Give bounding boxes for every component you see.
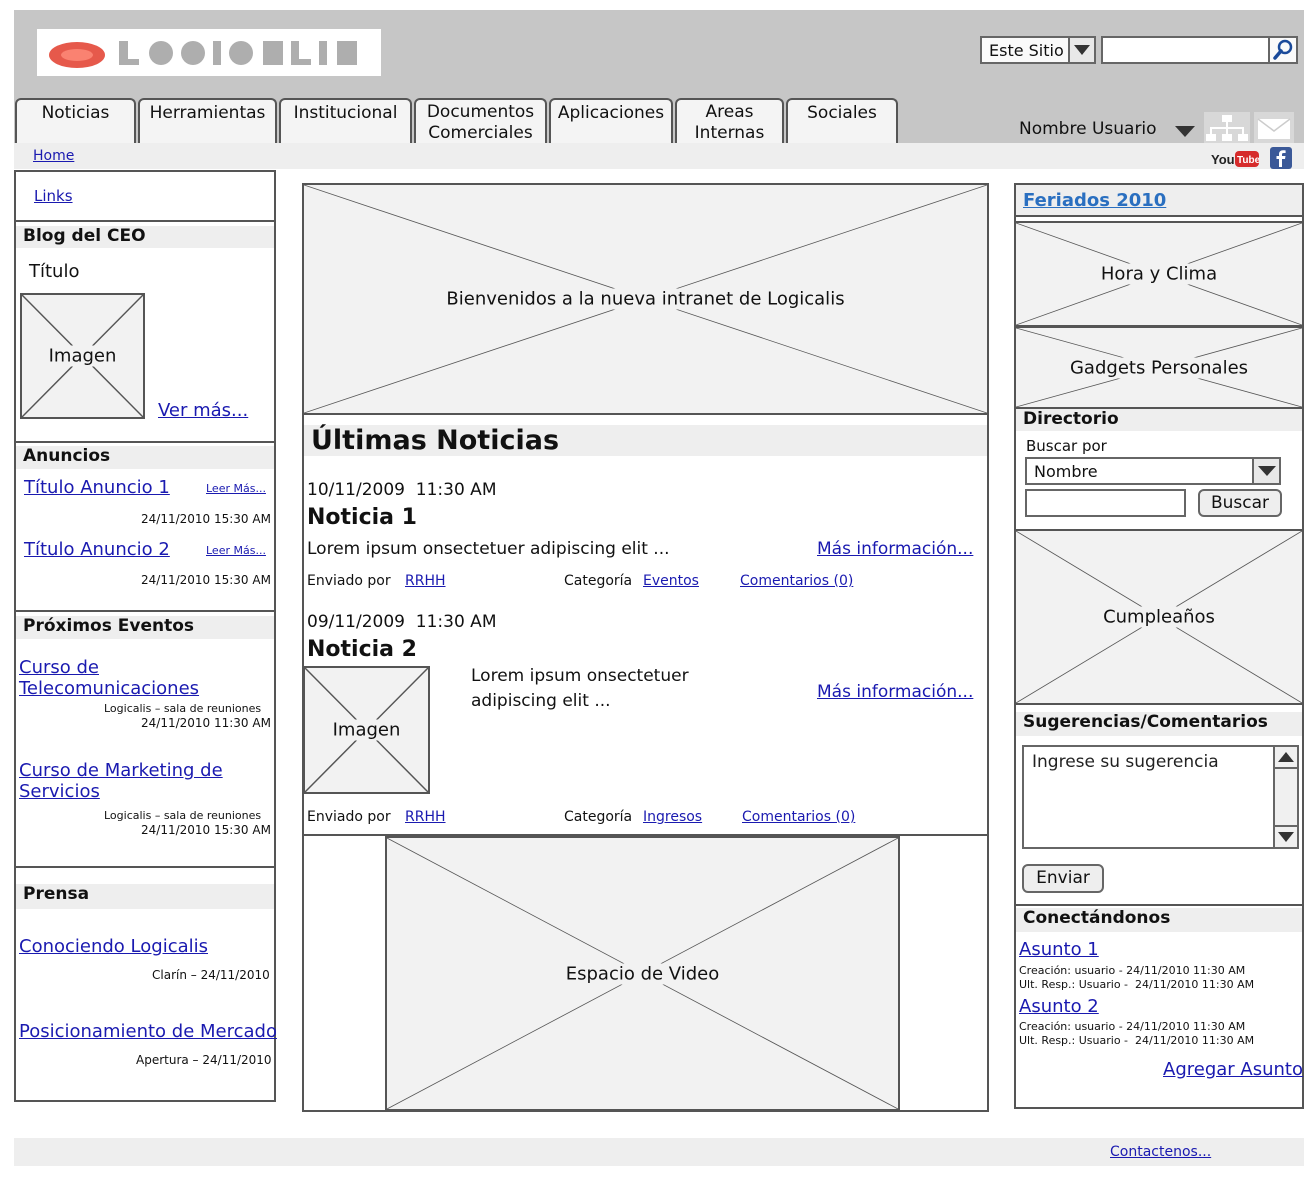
sitemap-button[interactable] [1204,112,1250,144]
chevron-down-icon [1252,459,1279,483]
press-section-title: Prensa [16,884,274,909]
holidays-link[interactable]: Feriados 2010 [1023,190,1167,211]
divider [14,610,276,612]
news-comments-link[interactable]: Comentarios (0) [742,809,856,825]
scroll-up-icon[interactable] [1275,747,1297,769]
svg-text:You: You [1211,152,1235,167]
blog-section-title: Blog del CEO [16,226,274,248]
suggestion-placeholder: Ingrese su sugerencia [1032,752,1219,772]
news-section-title: Últimas Noticias [304,425,987,456]
tab-areas-internas[interactable] [675,98,784,143]
tab-documentos-comerciales[interactable] [414,98,547,143]
search-input[interactable] [1101,36,1270,64]
tab-label: Noticias [41,103,110,123]
news-summary: Lorem ipsum onsectetuer adipiscing elit ... [307,539,670,559]
chevron-down-icon [1068,38,1094,62]
event-title[interactable]: Curso de Telecomunicaciones [19,657,200,699]
tab-label: Sociales [807,103,877,123]
divider [14,441,276,443]
tab-institucional[interactable] [279,98,412,143]
search-scope-value: Este Sitio [989,41,1064,60]
news-comments-link[interactable]: Comentarios (0) [740,573,854,589]
directory-search-button[interactable]: Buscar [1198,489,1282,517]
announcement-read-more[interactable]: Leer Más... [206,482,266,495]
chevron-down-icon[interactable] [1175,126,1195,137]
connect-created: Creación: usuario - 24/11/2010 11:30 AM [1019,1020,1246,1033]
connect-section-title: Conectándonos [1016,908,1302,932]
news-category-link[interactable]: Ingresos [643,809,703,825]
news-category-link[interactable]: Eventos [643,573,699,589]
tab-sociales[interactable] [786,98,898,143]
divider [1014,904,1304,906]
news-more-link[interactable]: Más información... [817,682,974,702]
logo [37,29,381,76]
announcement-date: 24/11/2010 15:30 AM [141,512,271,526]
announcement-date: 24/11/2010 15:30 AM [141,573,271,587]
event-date: 24/11/2010 11:30 AM [141,716,271,730]
weather-label: Hora y Clima [1097,264,1221,285]
image-label: Imagen [329,720,405,741]
video-label: Espacio de Video [562,963,724,984]
links-link[interactable]: Links [34,187,73,205]
user-name[interactable]: Nombre Usuario [1019,119,1157,139]
breadcrumb-bar [14,143,1304,169]
news-sent-by-label: Enviado por [307,573,391,589]
blog-more-link[interactable]: Ver más... [158,400,249,421]
announcement-title[interactable]: Título Anuncio 2 [24,539,170,560]
directory-search-by-label: Buscar por [1026,437,1107,455]
banner-text: Bienvenidos a la nueva intranet de Logicalis [442,289,848,310]
scrollbar[interactable] [1273,747,1297,847]
gadgets-label: Gadgets Personales [1066,357,1252,378]
birthdays-label: Cumpleaños [1099,607,1219,628]
announcements-section-title: Anuncios [16,446,274,469]
news-summary: adipiscing elit ... [471,691,611,711]
events-section-title: Próximos Eventos [16,616,274,639]
press-title[interactable]: Conociendo Logicalis [19,936,208,957]
video-placeholder[interactable] [385,836,900,1111]
news-category-label: Categoría [564,809,633,825]
news-author-link[interactable]: RRHH [405,573,446,589]
announcement-read-more[interactable]: Leer Más... [206,544,266,557]
news-category-label: Categoría [564,573,633,589]
news-author-link[interactable]: RRHH [405,809,446,825]
news-title: Noticia 2 [307,637,417,662]
news-summary: Lorem ipsum onsectetuer [471,666,689,686]
directory-section-title: Directorio [1016,409,1302,431]
breadcrumb-home[interactable]: Home [33,148,75,164]
tab-label: Aplicaciones [557,103,665,123]
welcome-banner-placeholder [302,183,989,415]
facebook-button[interactable] [1270,147,1292,169]
contact-link[interactable]: Contactenos... [1110,1144,1212,1160]
sitemap-icon [1204,112,1250,144]
search-icon [1270,38,1296,62]
blog-image-placeholder [20,293,145,419]
add-subject-link[interactable]: Agregar Asunto [1163,1059,1303,1080]
directory-search-input[interactable] [1025,489,1186,517]
divider [14,220,276,222]
press-source: Clarín – 24/11/2010 [152,968,270,982]
youtube-button[interactable] [1211,149,1259,169]
news-sent-by-label: Enviado por [307,809,391,825]
youtube-icon [1211,149,1259,169]
svg-text:Tube: Tube [1237,155,1259,166]
weather-widget-placeholder [1014,221,1304,327]
news-datetime: 09/11/2009 11:30 AM [307,612,497,632]
news-title: Noticia 1 [307,505,417,530]
event-date: 24/11/2010 15:30 AM [141,823,271,837]
tab-aplicaciones[interactable] [549,98,673,143]
suggestion-textarea[interactable] [1022,745,1299,849]
tab-herramientas[interactable] [138,98,277,143]
connect-last-reply: Ult. Resp.: Usuario - 24/11/2010 11:30 AM [1019,1034,1255,1047]
divider [14,866,276,868]
news-image-placeholder [303,666,430,794]
event-place: Logicalis – sala de reuniones [104,809,262,822]
connect-subject-link[interactable]: Asunto 2 [1019,996,1099,1017]
tab-label: Areas Internas [694,102,765,143]
directory-field-select[interactable] [1025,457,1281,485]
news-more-link[interactable]: Más información... [817,539,974,559]
suggestions-section-title: Sugerencias/Comentarios [1016,712,1302,736]
tab-label: Herramientas [149,103,266,123]
directory-field-value: Nombre [1034,462,1098,481]
news-datetime: 10/11/2009 11:30 AM [307,480,497,500]
press-source: Apertura – 24/11/2010 [136,1053,272,1067]
search-button[interactable] [1268,36,1298,64]
announcement-title[interactable]: Título Anuncio 1 [24,477,170,498]
press-title[interactable]: Posicionamiento de Mercado [19,1021,277,1042]
gadgets-widget-placeholder [1014,326,1304,409]
blog-post-title: Título [29,261,80,282]
image-label: Imagen [45,346,121,367]
tab-label: Institucional [293,103,398,123]
connect-last-reply: Ult. Resp.: Usuario - 24/11/2010 11:30 AM [1019,978,1255,991]
event-place: Logicalis – sala de reuniones [104,702,262,715]
mail-button[interactable] [1254,112,1294,144]
scroll-down-icon[interactable] [1275,825,1297,847]
birthdays-widget-placeholder [1014,529,1304,705]
facebook-icon [1270,147,1292,169]
tab-label: Documentos Comerciales [426,102,535,143]
connect-subject-link[interactable]: Asunto 1 [1019,939,1099,960]
search-scope-select[interactable] [980,36,1096,64]
send-suggestion-button[interactable]: Enviar [1022,864,1104,893]
connect-created: Creación: usuario - 24/11/2010 11:30 AM [1019,964,1246,977]
mail-icon [1254,112,1294,144]
event-title[interactable]: Curso de Marketing de Servicios [19,760,223,802]
tab-noticias[interactable] [15,98,136,143]
